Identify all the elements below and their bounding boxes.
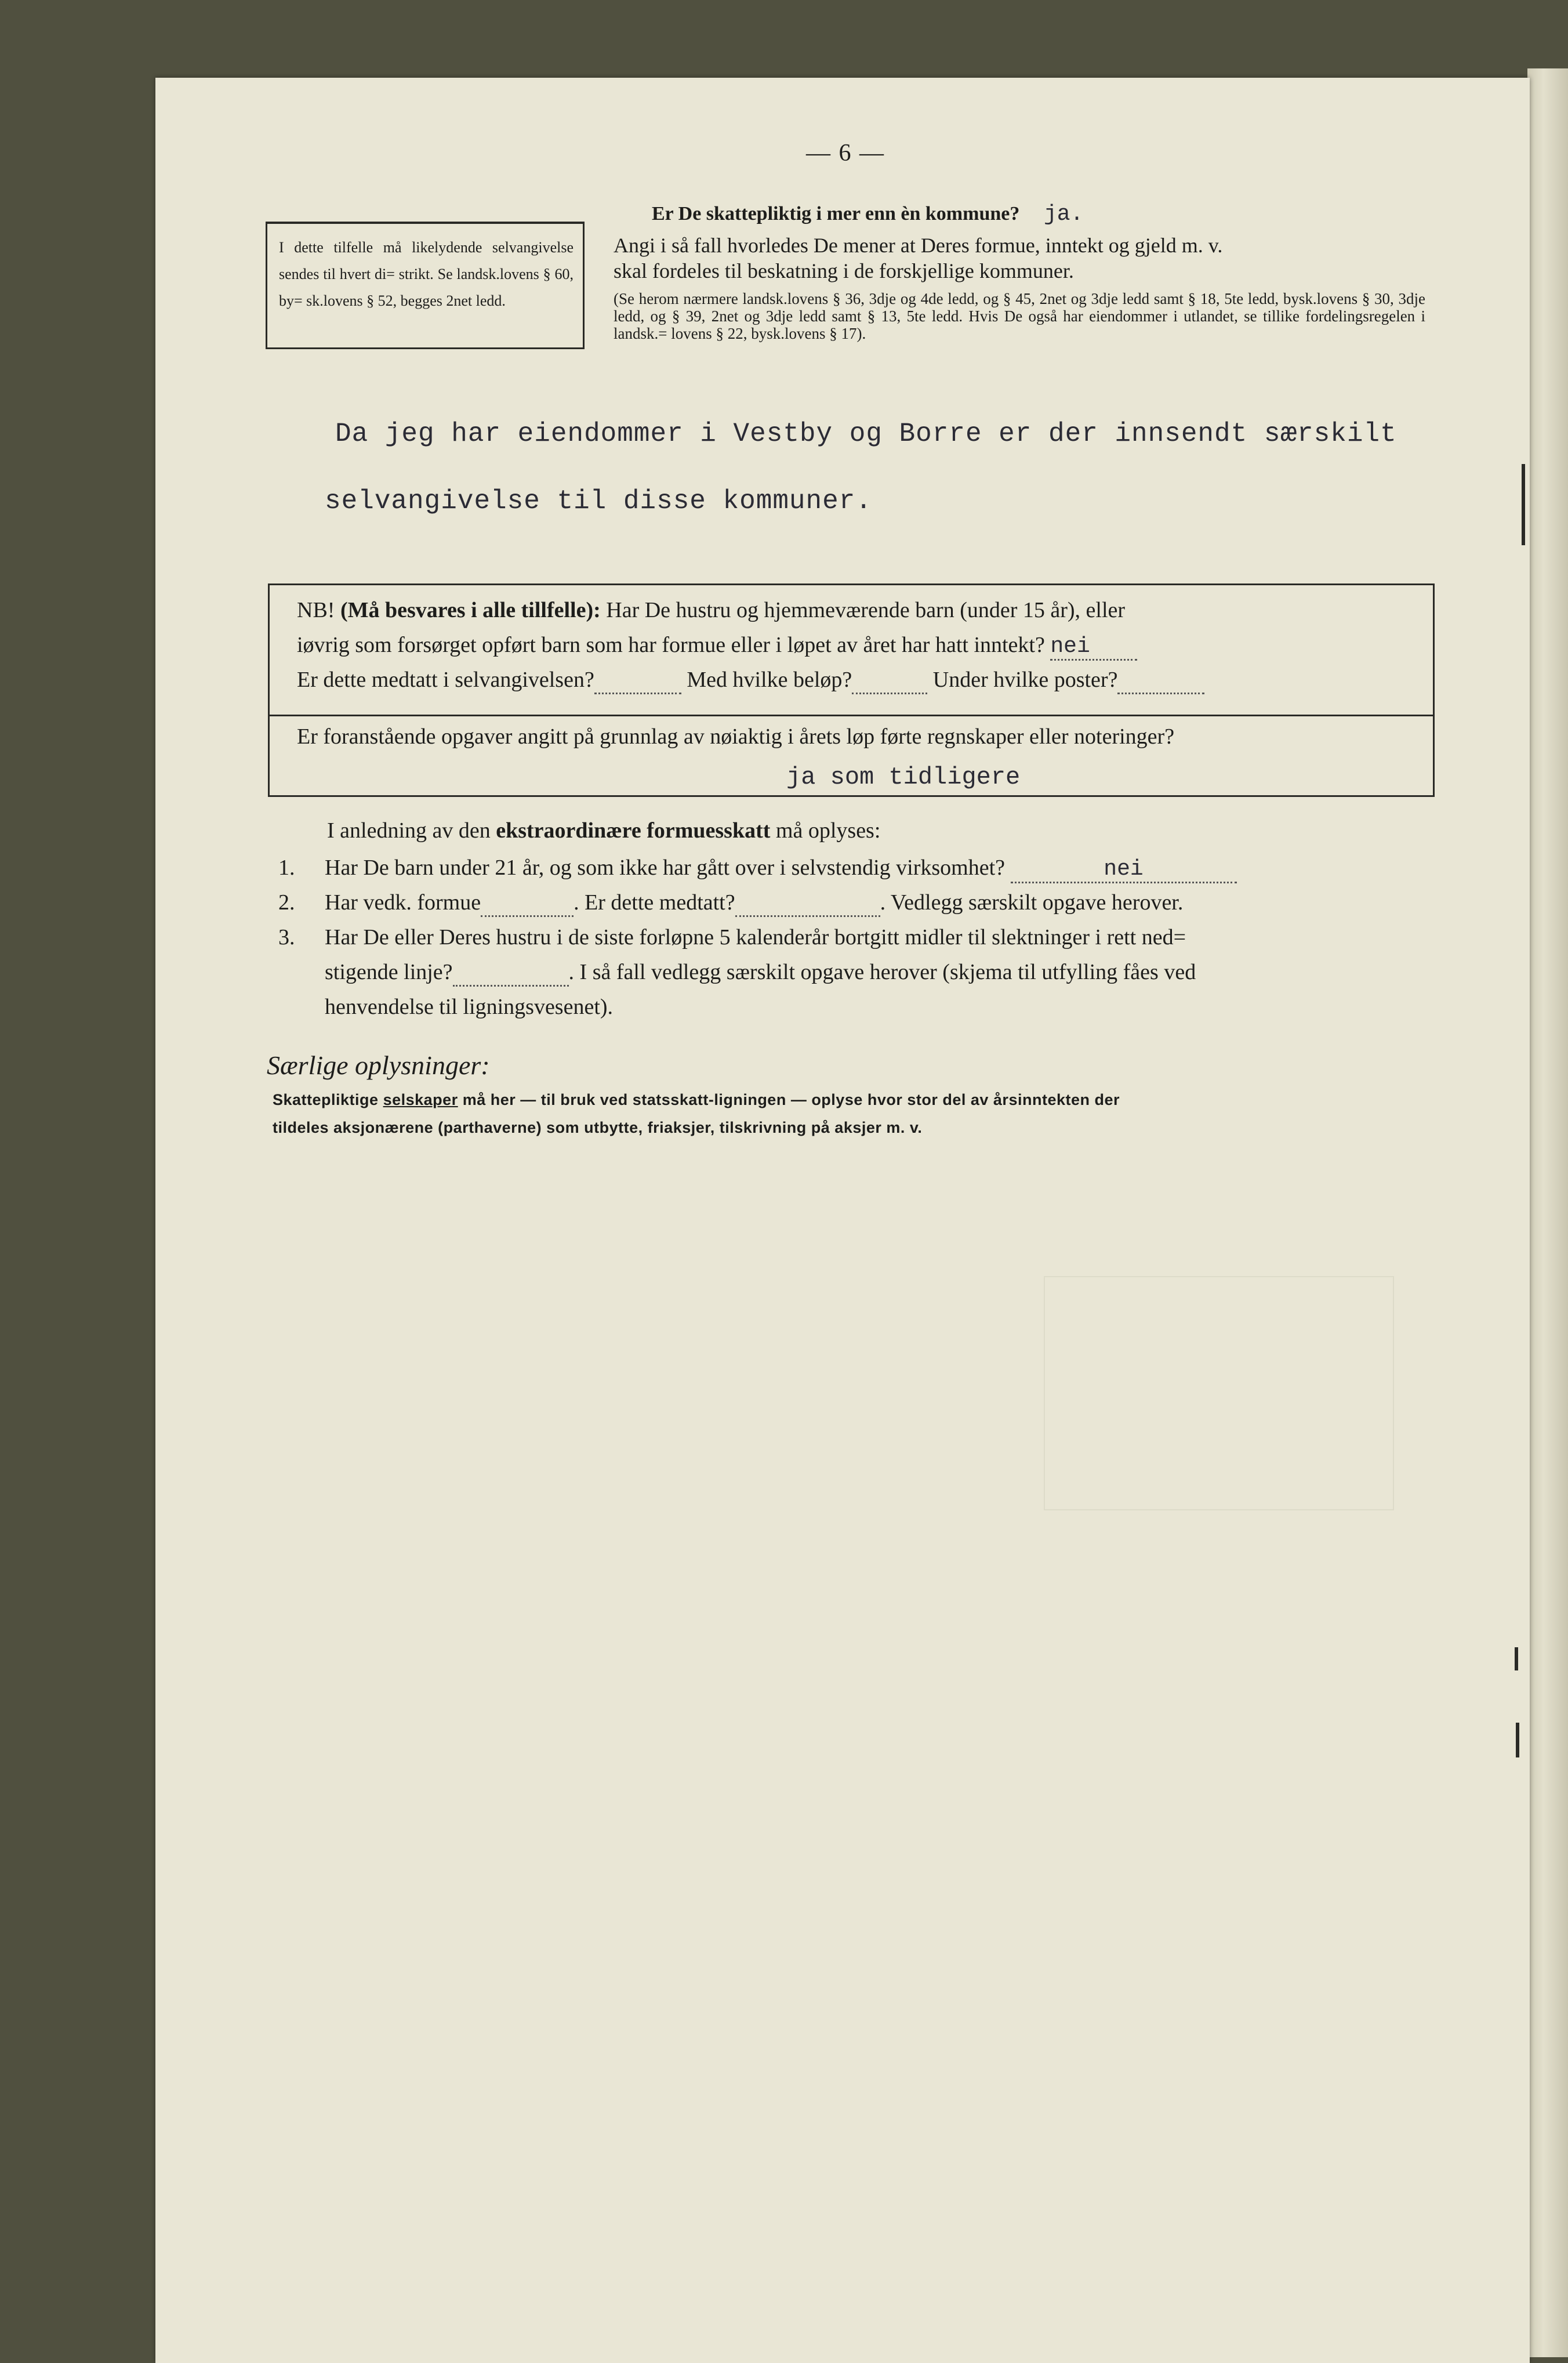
special-info-heading: Særlige oplysninger:	[267, 1050, 490, 1080]
extra-tax-item-3	[278, 925, 1186, 950]
adjacent-page-edge	[1527, 68, 1568, 2357]
page-number: — 6 —	[806, 140, 885, 166]
item-number: 2.	[278, 890, 295, 915]
item-text: Har De eller Deres hustru i de siste forløpne 5 kalenderår bortgitt midler til slektninger i rett ned=	[325, 925, 1186, 949]
intro-bold: ekstraordinære formuesskatt	[496, 818, 771, 843]
special-info-text-a: Skattepliktige	[273, 1091, 379, 1108]
bleed-through	[1044, 1276, 1394, 1510]
item-text: stigende linje?	[325, 960, 453, 984]
item-text: Har vedk. formue	[325, 890, 481, 915]
children-under-21-answer[interactable]: nei	[1011, 857, 1237, 883]
item-number: 1.	[278, 856, 295, 880]
formue-field[interactable]	[481, 890, 574, 917]
special-info-text	[273, 1086, 1120, 1141]
binding-mark	[1522, 464, 1525, 545]
included-question: Er dette medtatt i selvangivelsen?	[297, 668, 594, 692]
special-info-line1	[273, 1086, 1120, 1114]
nb-question-text-cont: iøvrig som forsørget opført barn som har formue eller i løpet av året har hatt inntekt?	[297, 633, 1045, 657]
municipality-question-title: Er De skattepliktig i mer enn èn kommune?	[652, 203, 1020, 224]
children-income-answer[interactable]: nei	[1050, 634, 1137, 661]
municipality-instruction-line2: skal fordeles til beskatning i de forskjellige kommuner.	[614, 259, 1074, 282]
nb-line1	[297, 597, 1125, 623]
extra-tax-item-3-line2	[325, 959, 1196, 987]
margin-note-box	[266, 222, 585, 349]
item-text: Har De barn under 21 år, og som ikke har gått over i selvstendig virksomhet?	[325, 856, 1005, 880]
accounts-question: Er foranstående opgaver angitt på grunnlag av nøiaktig i årets løp førte regnskaper eller noteringer?	[297, 724, 1175, 749]
accounts-answer[interactable]: ja som tidligere	[786, 763, 1021, 791]
intro-text-end: må oplyses:	[775, 818, 881, 843]
posts-field[interactable]	[1117, 667, 1204, 694]
binding-mark	[1515, 1647, 1518, 1670]
margin-note-text: I dette tilfelle må likelydende selvangivelse sendes til hvert di= strikt. Se landsk.lovens § 60, by= sk.lovens § 52, begges 2net ledd.	[279, 239, 574, 309]
included-field[interactable]	[594, 667, 681, 694]
item-number: 3.	[278, 925, 295, 949]
typed-answer-line2[interactable]: selvangivelse til disse kommuner.	[325, 486, 872, 516]
item-text: . I så fall vedlegg særskilt opgave herover (skjema til utfylling fåes ved	[568, 960, 1196, 984]
municipality-legal-reference: (Se herom nærmere landsk.lovens § 36, 3dje og 4de ledd, og § 45, 2net og 3dje ledd samt § 18, 5te ledd, bysk.lovens § 30, 3dje ledd, og § 39, 2net og 3dje ledd samt § 13, 5te ledd. Hvis De også har eiendommer i utlandet, se tillike fordelingsregelen i landsk.= lovens § 22, bysk.lovens § 17).	[614, 290, 1425, 342]
amount-field[interactable]	[852, 667, 927, 694]
intro-text: I anledning av den	[327, 818, 491, 843]
nb-question-text: Har De hustru og hjemmeværende barn (under 15 år), eller	[606, 598, 1126, 622]
nb-line3	[297, 667, 1204, 694]
item-text: . Vedlegg særskilt opgave herover.	[880, 890, 1184, 915]
extra-tax-intro	[327, 818, 880, 843]
special-info-underlined: selskaper	[383, 1091, 458, 1108]
binding-mark	[1516, 1723, 1519, 1757]
medtatt-field[interactable]	[735, 890, 880, 917]
municipality-answer[interactable]: ja.	[1044, 202, 1084, 227]
nb-label: NB!	[297, 598, 335, 622]
extra-tax-item-2	[278, 890, 1183, 917]
amount-question: Med hvilke beløp?	[687, 668, 852, 692]
nb-line2	[297, 632, 1137, 661]
posts-question: Under hvilke poster?	[932, 668, 1118, 692]
special-info-text-b: må her — til bruk ved statsskatt-ligningen — oplyse hvor stor del av årsinntekten der	[462, 1091, 1120, 1108]
gifts-field[interactable]	[453, 959, 569, 987]
nb-box-divider	[268, 715, 1435, 716]
extra-tax-item-3-line3: henvendelse til ligningsvesenet).	[325, 995, 614, 1019]
municipality-instruction-line1: Angi i så fall hvorledes De mener at Deres formue, inntekt og gjeld m. v.	[614, 234, 1223, 257]
typed-answer-line1[interactable]: Da jeg har eiendommer i Vestby og Borre er der innsendt særskilt	[335, 419, 1397, 449]
special-info-line2: tildeles aksjonærene (parthaverne) som utbytte, friaksjer, tilskrivning på aksjer m. v.	[273, 1119, 923, 1136]
item-text: . Er dette medtatt?	[574, 890, 735, 915]
extra-tax-item-1	[278, 855, 1237, 883]
nb-bold-instruction: (Må besvares i alle tillfelle):	[340, 598, 601, 622]
